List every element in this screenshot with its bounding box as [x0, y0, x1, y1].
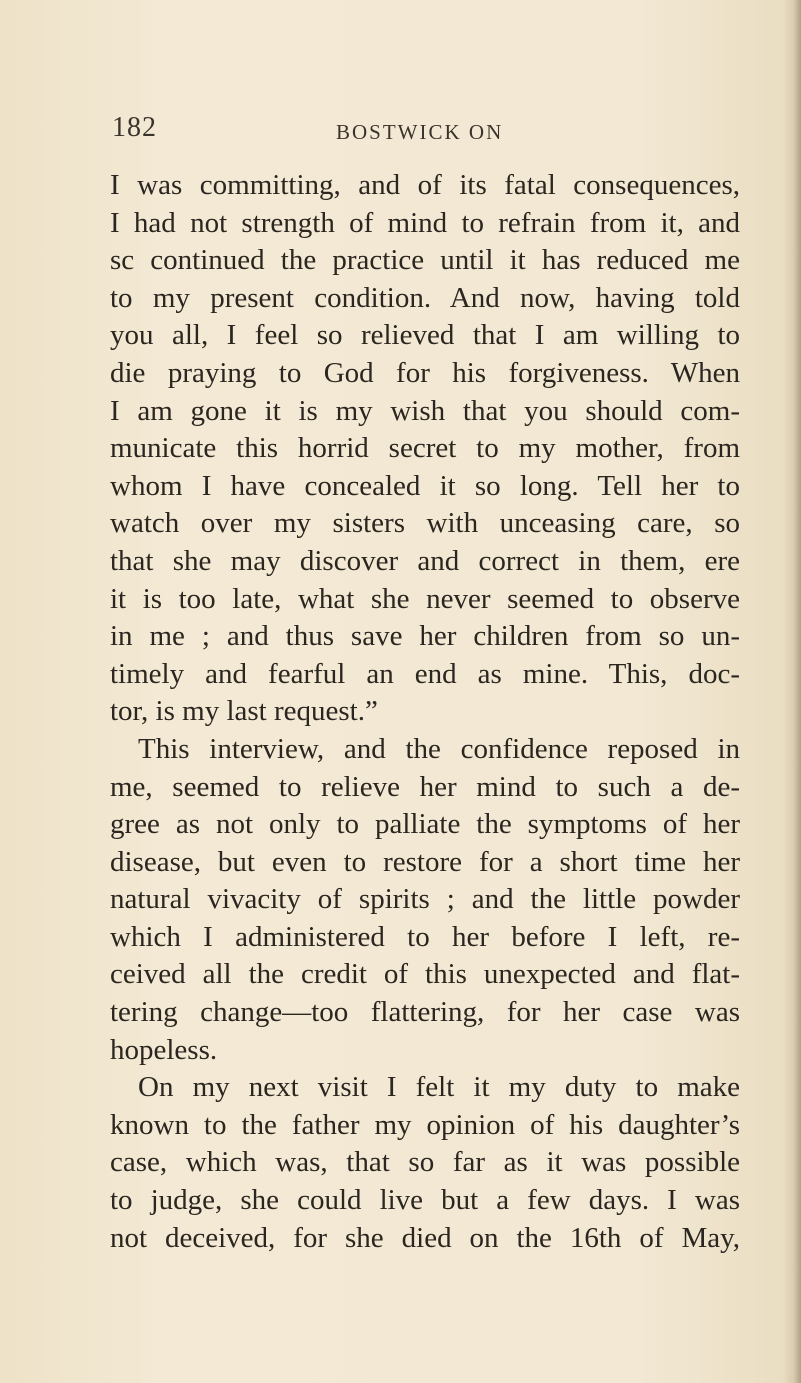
text-line: in me ; and thus save her children from so un-	[110, 620, 740, 653]
text-line: not deceived, for she died on the 16th of May,	[110, 1221, 740, 1254]
running-head	[0, 112, 801, 152]
text-line: I was committing, and of its fatal consequences,	[110, 169, 740, 201]
text-line: gree as not only to palliate the symptoms of her	[110, 808, 740, 841]
page-edge-shadow	[783, 0, 801, 1383]
text-line: hopeless.	[110, 1033, 218, 1066]
text-line: to judge, she could live but a few days. I was	[110, 1184, 740, 1217]
page-number: 182	[112, 112, 157, 143]
text-line: municate this horrid secret to my mother, from	[110, 432, 740, 465]
text-line: case, which was, that so far as it was possible	[110, 1146, 740, 1179]
text-line: you all, I feel so relieved that I am willing to	[110, 319, 740, 352]
text-line: sc continued the practice until it has reduced me	[110, 244, 740, 277]
text-line: On my next visit I felt it my duty to make	[138, 1071, 740, 1104]
text-line: die praying to God for his forgiveness. When	[110, 356, 740, 389]
text-line: tering change—too flattering, for her case was	[110, 996, 740, 1029]
running-title: BOSTWICK ON	[336, 120, 504, 144]
text-line: ceived all the credit of this unexpected and flat-	[110, 958, 740, 991]
text-line: disease, but even to restore for a short time her	[110, 845, 740, 878]
text-line: me, seemed to relieve her mind to such a de-	[110, 770, 740, 803]
text-line: This interview, and the confidence reposed in	[138, 732, 740, 765]
text-line: to my present condition. And now, having told	[110, 281, 740, 314]
body-text	[110, 167, 740, 1257]
text-line: known to the father my opinion of his daughter’s	[110, 1108, 740, 1141]
text-line: timely and fearful an end as mine. This, doc-	[110, 657, 740, 690]
text-line: it is too late, what she never seemed to observe	[110, 582, 740, 615]
text-line: which I administered to her before I left, re-	[110, 920, 740, 953]
text-line: I am gone it is my wish that you should com-	[110, 394, 740, 427]
text-line: that she may discover and correct in them, ere	[110, 544, 740, 577]
text-line: whom I have concealed it so long. Tell her to	[110, 469, 740, 502]
text-line: natural vivacity of spirits ; and the little powder	[110, 883, 740, 916]
text-line: tor, is my last request.”	[110, 695, 378, 728]
text-line: watch over my sisters with unceasing care, so	[110, 507, 740, 540]
text-line: I had not strength of mind to refrain from it, and	[110, 206, 740, 239]
